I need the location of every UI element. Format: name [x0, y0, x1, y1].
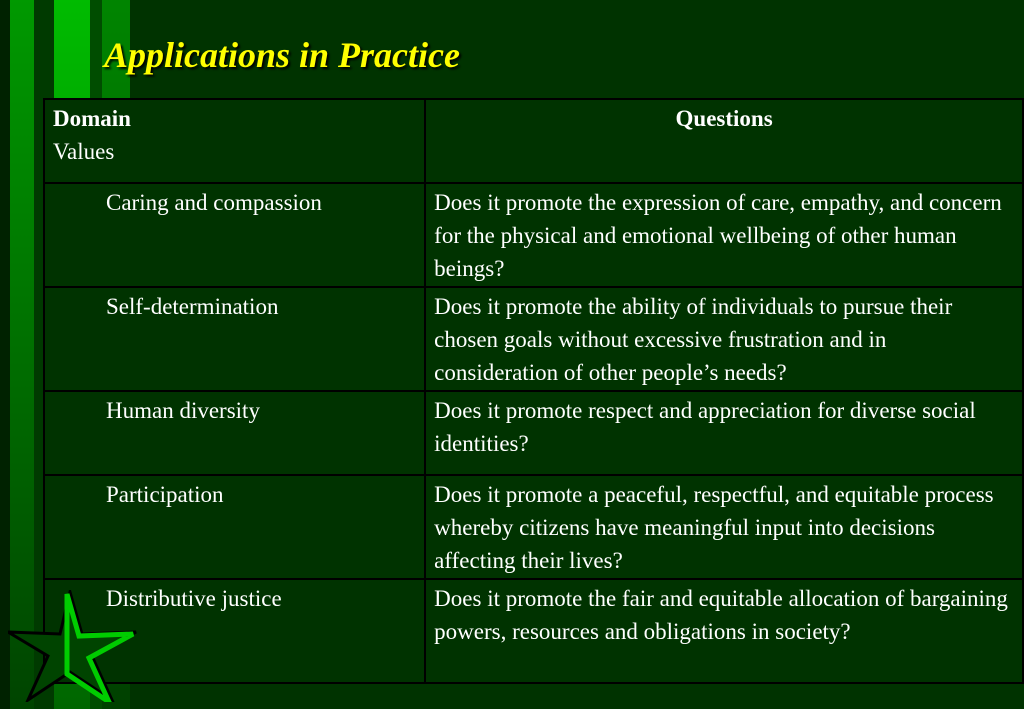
question-cell: Does it promote a peaceful, respectful, and equitable process whereby citizens have meaningful input into decisions affecting their lives? — [425, 475, 1023, 579]
header-values-label: Values — [53, 139, 115, 164]
question-cell: Does it promote the fair and equitable allocation of bargaining powers, resources and obligations in society? — [425, 579, 1023, 683]
header-domain-label: Domain — [53, 106, 131, 131]
value-cell: Caring and compassion — [44, 183, 425, 287]
question-cell: Does it promote the ability of individuals to pursue their chosen goals without excessive frustration and in consideration of other people’s needs? — [425, 287, 1023, 391]
value-cell: Participation — [44, 475, 425, 579]
table-row — [44, 391, 1023, 475]
table-row — [44, 183, 1023, 287]
value-cell: Self-determination — [44, 287, 425, 391]
question-cell: Does it promote respect and appreciation for diverse social identities? — [425, 391, 1023, 475]
value-cell: Distributive justice — [44, 579, 425, 683]
header-domain-cell — [44, 99, 425, 183]
header-questions-cell: Questions — [425, 99, 1023, 183]
page-title: Applications in Practice — [104, 35, 460, 75]
applications-table — [43, 98, 1024, 684]
table-row — [44, 287, 1023, 391]
question-cell: Does it promote the expression of care, empathy, and concern for the physical and emotional wellbeing of other human beings? — [425, 183, 1023, 287]
table-row — [44, 475, 1023, 579]
star-icon — [8, 590, 138, 702]
table-header-row — [44, 99, 1023, 183]
table-row — [44, 579, 1023, 683]
value-cell: Human diversity — [44, 391, 425, 475]
